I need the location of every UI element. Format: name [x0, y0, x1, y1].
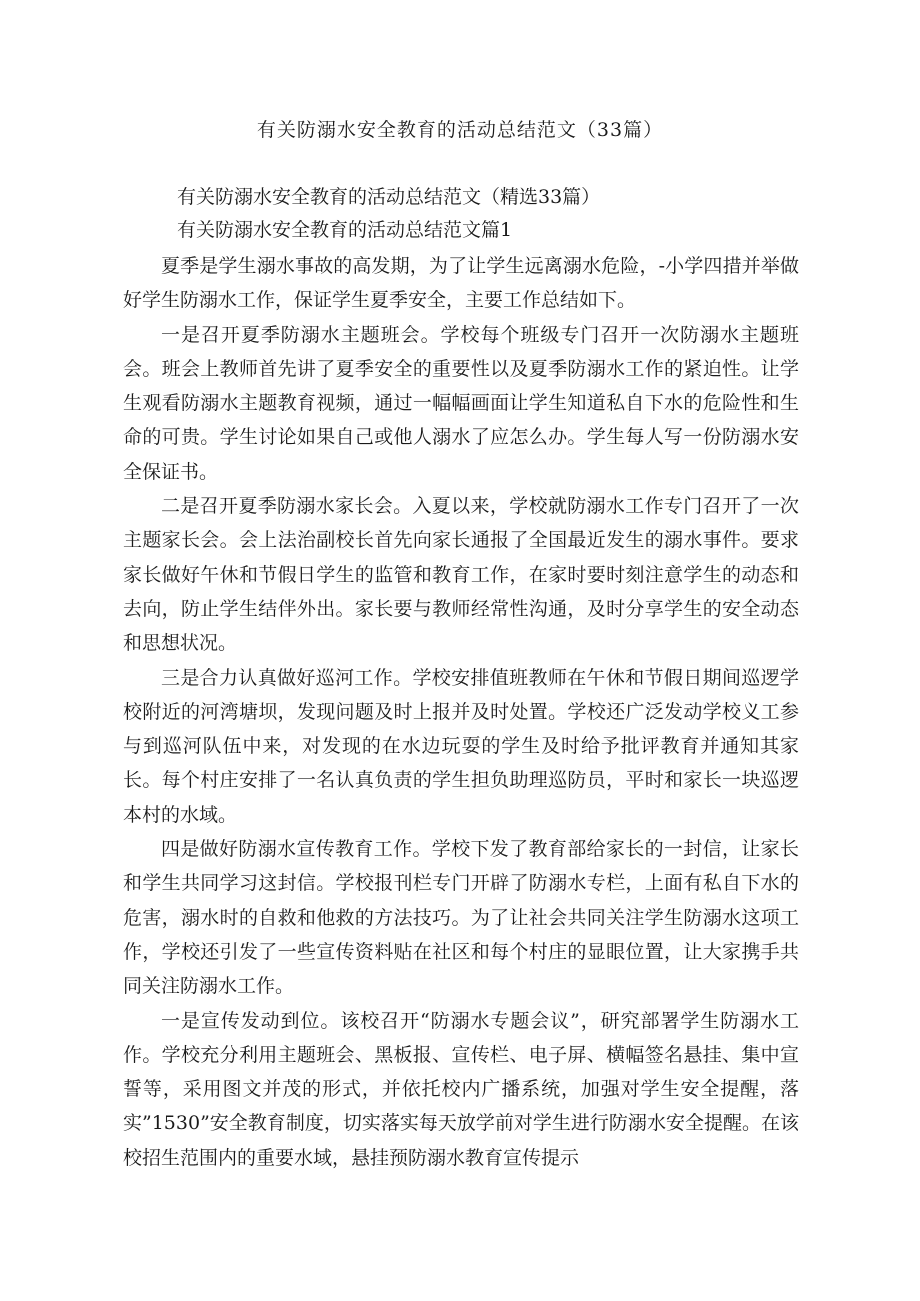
section-heading: 有关防溺水安全教育的活动总结范文篇1 — [177, 219, 513, 241]
paragraph: 夏季是学生溺水事故的高发期，为了让学生远离溺水危险，-小学四措并举做好学生防溺水工作，保证学生夏季安全，主要工作总结如下。 — [123, 255, 799, 312]
paragraph: 三是合力认真做好巡河工作。学校安排值班教师在午休和节假日期间巡逻学校附近的河湾塘坝，发现问题及时上报并及时处置。学校还广泛发动学校义工参与到巡河队伍中来，对发现的在水边玩耍的学生及时给予批评教育并通知其家长。每个村庄安排了一名认真负责的学生担负助理巡防员，平时和家长一块巡逻本村的水域。 — [123, 666, 799, 826]
document-title: 有关防溺水安全教育的活动总结范文（33篇） — [256, 119, 664, 141]
paragraph: 二是召开夏季防溺水家长会。入夏以来，学校就防溺水工作专门召开了一次主题家长会。会上法治副校长首先向家长通报了全国最近发生的溺水事件。要求家长做好午休和节假日学生的监管和教育工作，在家时要时刻注意学生的动态和去向，防止学生结伴外出。家长要与教师经常性沟通，及时分享学生的安全动态和思想状况。 — [123, 495, 799, 655]
paragraph: 四是做好防溺水宣传教育工作。学校下发了教育部给家长的一封信，让家长和学生共同学习这封信。学校报刊栏专门开辟了防溺水专栏，上面有私自下水的危害，溺水时的自救和他救的方法技巧。为了让社会共同关注学生防溺水这项工作，学校还引发了一些宣传资料贴在社区和每个村庄的显眼位置，让大家携手共同关注防溺水工作。 — [123, 838, 799, 998]
document-body — [123, 249, 799, 1175]
paragraph: 一是召开夏季防溺水主题班会。学校每个班级专门召开一次防溺水主题班会。班会上教师首先讲了夏季安全的重要性以及夏季防溺水工作的紧迫性。让学生观看防溺水主题教育视频，通过一幅幅画面让学生知道私自下水的危险性和生命的可贵。学生讨论如果自己或他人溺水了应怎么办。学生每人写一份防溺水安全保证书。 — [123, 323, 799, 483]
paragraph: 一是宣传发动到位。该校召开“防溺水专题会议”，研究部署学生防溺水工作。学校充分利用主题班会、黑板报、宣传栏、电子屏、横幅签名悬挂、集中宣誓等，采用图文并茂的形式，并依托校内广播系统，加强对学生安全提醒，落实”1530”安全教育制度，切实落实每天放学前对学生进行防溺水安全提醒。在该校招生范围内的重要水域，悬挂预防溺水教育宣传提示 — [123, 1009, 799, 1169]
document-subtitle: 有关防溺水安全教育的活动总结范文（精选33篇） — [177, 186, 601, 208]
